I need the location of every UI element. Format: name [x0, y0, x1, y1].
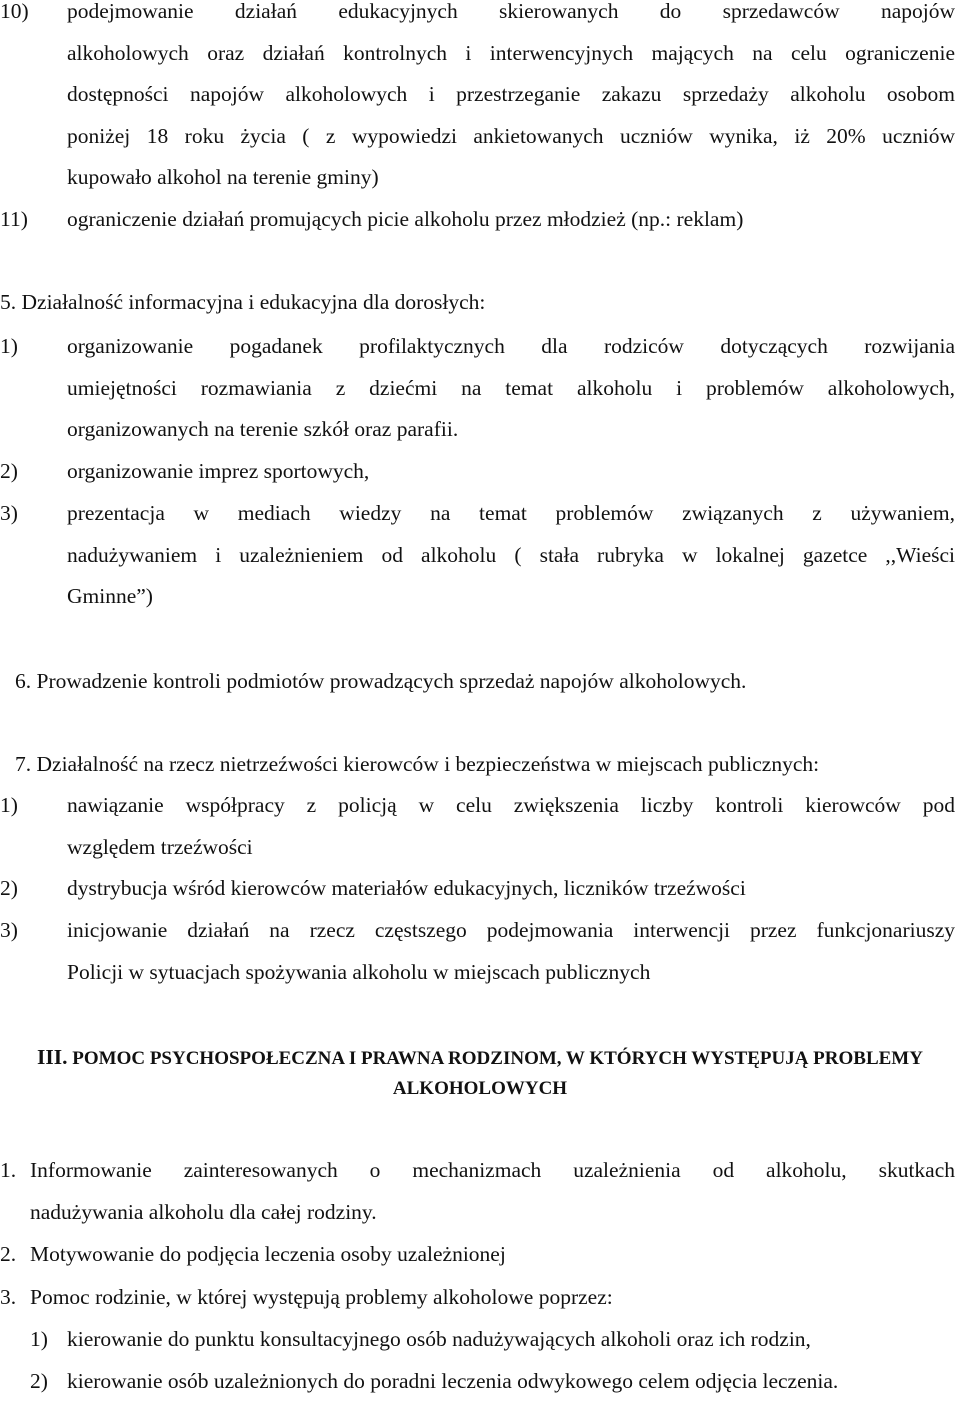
text-line: podejmowanie działań edukacyjnych skierowanych do sprzedawców napojów — [67, 0, 955, 23]
chapter-heading-line-1 — [0, 1042, 960, 1074]
chapter-title: POMOC PSYCHOSPOŁECZNA I PRAWNA RODZINOM, W KTÓRYCH WYSTĘPUJĄ PROBLEMY — [72, 1048, 923, 1069]
text-line: Gminne”) — [67, 584, 153, 609]
list-number: 1) — [0, 334, 18, 358]
list-number: 2) — [0, 459, 18, 483]
text-line: nadużywaniem i uzależnieniem od alkoholu ( stała rubryka w lokalnej gazetce ,,Wieści — [67, 542, 955, 567]
text-line: organizowanie pogadanek profilaktycznych dla rodziców dotyczących rozwijania — [67, 334, 955, 358]
list-number: 1. — [0, 1158, 17, 1182]
text-line: nadużywania alkoholu dla całej rodziny. — [30, 1199, 377, 1224]
list-number: 1) — [30, 1327, 48, 1351]
list-number: 11) — [0, 207, 28, 231]
text-line: kupowało alkohol na terenie gminy) — [67, 165, 379, 190]
text-line: kierowanie osób uzależnionych do poradni leczenia odwykowego celem odjęcia leczenia. — [67, 1369, 839, 1393]
chapter-numeral: III. — [37, 1045, 68, 1069]
text-line: kierowanie do punktu konsultacyjnego osób nadużywających alkoholi oraz ich rodzin, — [67, 1327, 811, 1351]
text-line: ograniczenie działań promujących picie alkoholu przez młodzież (np.: reklam) — [67, 207, 744, 231]
chapter-heading-line-2: ALKOHOLOWYCH — [392, 1078, 568, 1099]
text-line: inicjowanie działań na rzecz częstszego podejmowania interwencji przez funkcjonariuszy — [67, 918, 955, 942]
text-line: Policji w sytuacjach spożywania alkoholu w miejscach publicznych — [67, 959, 651, 984]
text-line: względem trzeźwości — [67, 834, 253, 859]
text-line: Pomoc rodzinie, w której występują problemy alkoholowe poprzez: — [30, 1285, 613, 1309]
text-line: Motywowanie do podjęcia leczenia osoby uzależnionej — [30, 1242, 506, 1266]
list-number: 3) — [0, 501, 18, 525]
section-7-title: 7. Działalność na rzecz nietrzeźwości kierowców i bezpieczeństwa w miejscach publicznych: — [15, 752, 820, 776]
list-number: 3. — [0, 1285, 17, 1309]
list-number: 1) — [0, 793, 18, 817]
text-line: nawiązanie współpracy z policją w celu zwiększenia liczby kontroli kierowców pod — [67, 793, 955, 817]
text-line: prezentacja w mediach wiedzy na temat problemów związanych z używaniem, — [67, 501, 955, 525]
text-line: dostępności napojów alkoholowych i przestrzeganie zakazu sprzedaży alkoholu osobom — [67, 82, 955, 107]
text-line: dystrybucja wśród kierowców materiałów edukacyjnych, liczników trzeźwości — [67, 876, 746, 900]
text-line: alkoholowych oraz działań kontrolnych i interwencyjnych mających na celu ograniczenie — [67, 40, 955, 65]
text-line: Informowanie zainteresowanych o mechanizmach uzależnienia od alkoholu, skutkach — [30, 1158, 955, 1182]
text-line: umiejętności rozmawiania z dziećmi na temat alkoholu i problemów alkoholowych, — [67, 375, 955, 400]
section-6-title: 6. Prowadzenie kontroli podmiotów prowadzących sprzedaż napojów alkoholowych. — [15, 669, 747, 693]
text-line: poniżej 18 roku życia ( z wypowiedzi ankietowanych uczniów wynika, iż 20% uczniów — [67, 123, 955, 148]
list-item-10-continuation — [67, 33, 955, 199]
list-number: 10) — [0, 0, 29, 23]
text-line: organizowanie imprez sportowych, — [67, 459, 370, 483]
list-number: 3) — [0, 918, 18, 942]
section-5-title: 5. Działalność informacyjna i edukacyjna dla dorosłych: — [0, 290, 486, 314]
chapter-heading — [0, 1042, 960, 1104]
list-number: 2. — [0, 1242, 17, 1266]
text-line: organizowanych na terenie szkół oraz parafii. — [67, 417, 459, 442]
list-number: 2) — [30, 1369, 48, 1393]
list-number: 2) — [0, 876, 18, 900]
